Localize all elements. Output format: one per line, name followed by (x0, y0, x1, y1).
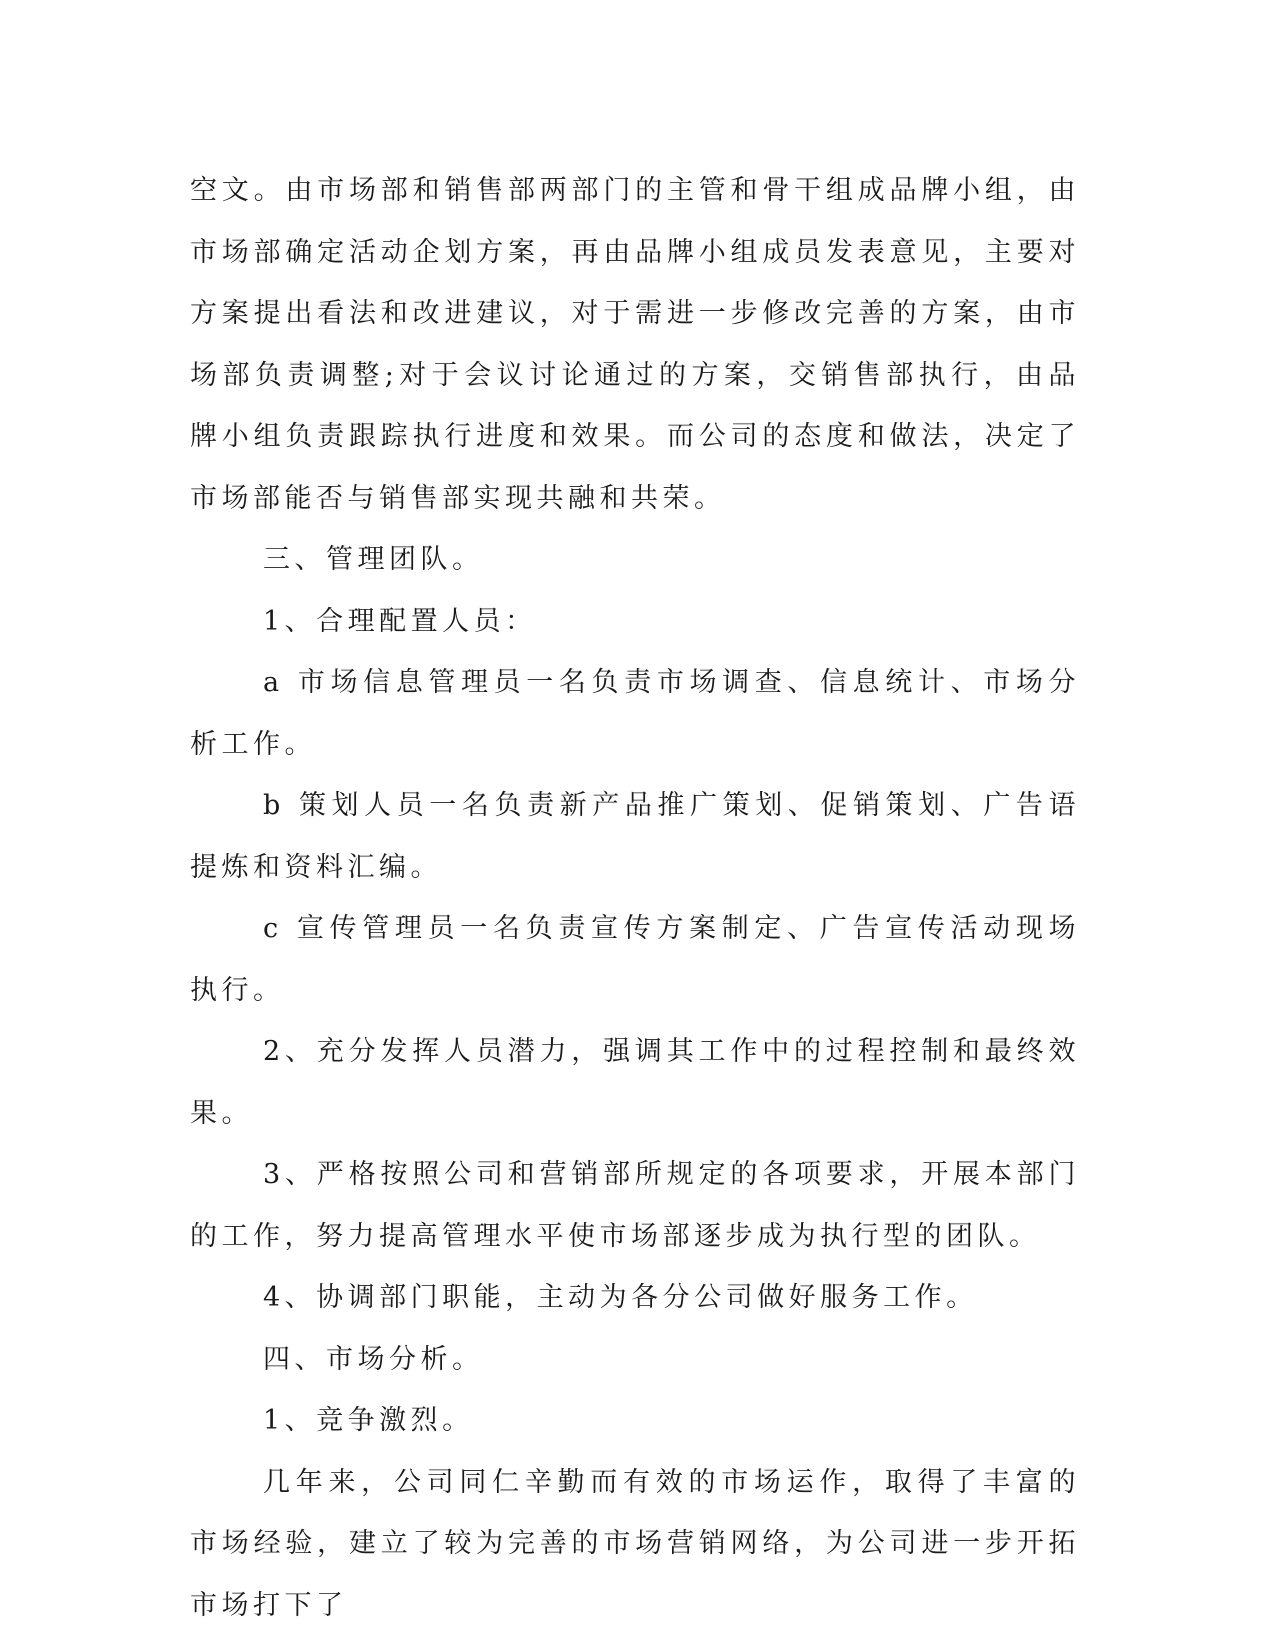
list-item-3: 3、严格按照公司和营销部所规定的各项要求，开展本部门的工作，努力提高管理水平使市场部逐步成为执行型的团队。 (190, 1159, 1080, 1252)
subheading-competition: 1、竞争激烈。 (263, 1405, 474, 1436)
list-item-2: 2、充分发挥人员潜力，强调其工作中的过程控制和最终效果。 (190, 1036, 1080, 1129)
list-item-c: c 宣传管理员一名负责宣传方案制定、广告宣传活动现场执行。 (190, 913, 1080, 1006)
heading-section-4: 四、市场分析。 (263, 1343, 484, 1375)
list-item-a: a 市场信息管理员一名负责市场调查、信息统计、市场分析工作。 (190, 667, 1080, 760)
paragraph-brand-team: 空文。由市场部和销售部两部门的主管和骨干组成品牌小组，由市场部确定活动企划方案，再由品牌小组成员发表意见，主要对方案提出看法和改进建议，对于需进一步修改完善的方案，由市场部负责调整;对于会议讨论通过的方案，交销售部执行，由品牌小组负责跟踪执行进度和效果。而公司的态度和做法，决定了市场部能否与销售部实现共融和共荣。 (190, 175, 1080, 514)
document-body (190, 160, 1080, 1636)
list-item-4: 4、协调部门职能，主动为各分公司做好服务工作。 (263, 1282, 978, 1313)
paragraph-market-experience: 几年来，公司同仁辛勤而有效的市场运作，取得了丰富的市场经验，建立了较为完善的市场营销网络，为公司进一步开拓市场打下了 (190, 1466, 1080, 1621)
heading-section-3: 三、管理团队。 (263, 544, 484, 575)
subheading-staffing: 1、合理配置人员： (263, 605, 537, 637)
list-item-b: b 策划人员一名负责新产品推广策划、促销策划、广告语提炼和资料汇编。 (190, 790, 1080, 883)
